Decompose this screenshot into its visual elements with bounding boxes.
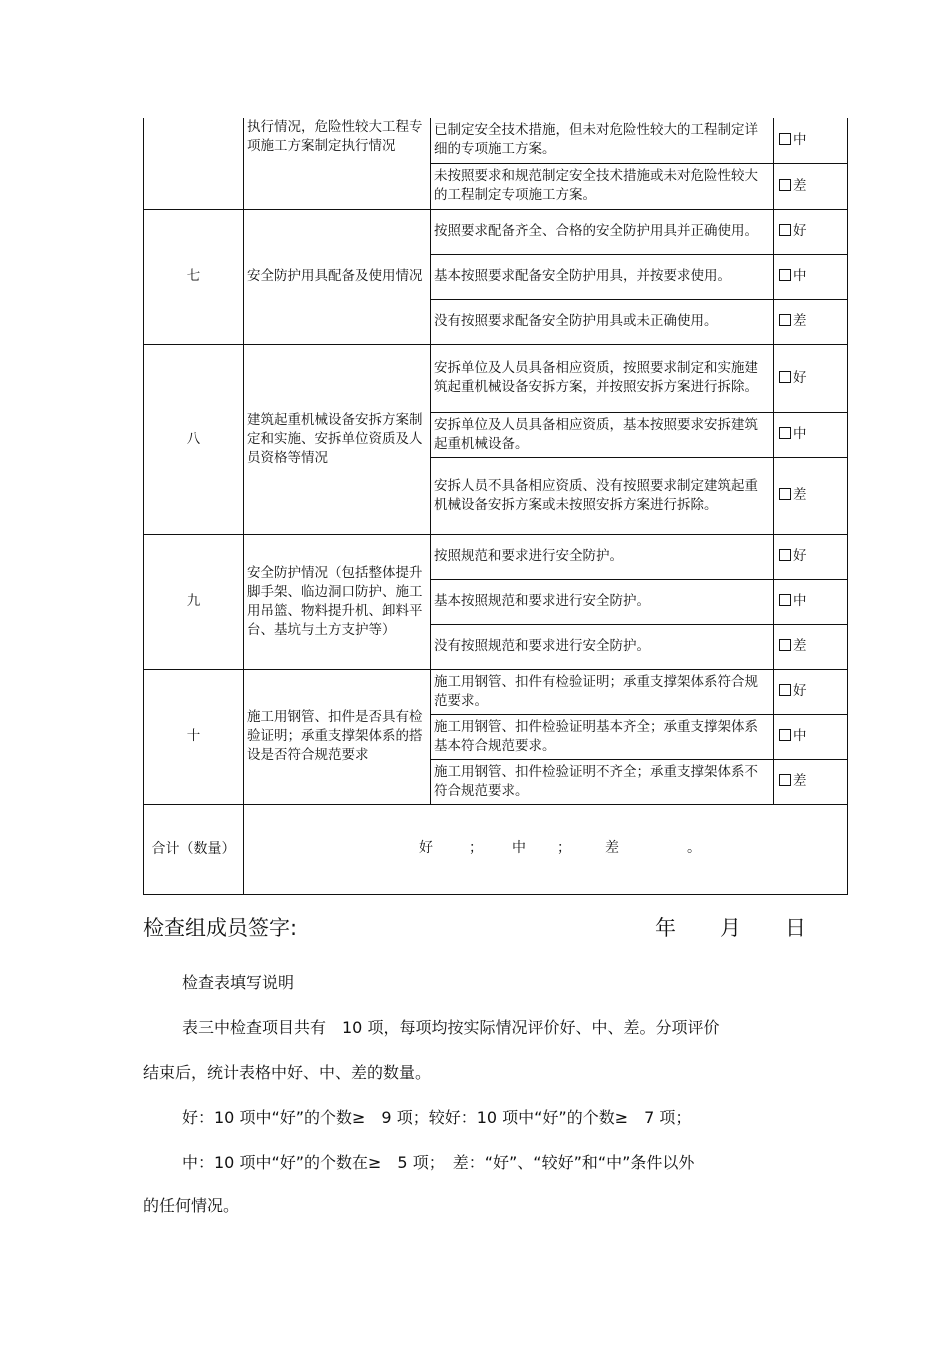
total-label: 合计（数量） <box>144 804 244 894</box>
checkbox-icon[interactable] <box>779 639 791 651</box>
notes-title: 检查表填写说明 <box>182 973 295 992</box>
criteria-text: 基本按照规范和要求进行安全防护。 <box>431 579 774 624</box>
criteria-text: 施工用钢管、扣件有检验证明；承重支撑架体系符合规范要求。 <box>431 669 774 714</box>
checkbox-icon[interactable] <box>779 488 791 500</box>
grade-checkbox[interactable]: 差 <box>774 624 848 669</box>
criteria-text: 安拆人员不具备相应资质、没有按照要求制定建筑起重机械设备安拆方案或未按照安拆方案进行拆除。 <box>431 457 774 534</box>
criteria-text: 按照规范和要求进行安全防护。 <box>431 534 774 579</box>
notes-paragraph: 表三中检查项目共有 10 项，每项均按实际情况评价好、中、差。分项评价 <box>182 1018 720 1037</box>
total-mid-label: 中 <box>512 840 526 856</box>
notes-paragraph: 好：10 项中“好”的个数≥ 9 项；较好：10 项中“好”的个数≥ 7 项； <box>182 1108 692 1127</box>
criteria-text: 未按照要求和规范制定安全技术措施或未对危险性较大的工程制定专项施工方案。 <box>431 163 774 209</box>
item-description: 建筑起重机械设备安拆方案制定和实施、安拆单位资质及人员资格等情况 <box>244 344 431 534</box>
notes-paragraph: 中：10 项中“好”的个数在≥ 5 项； 差：“好”、“较好”和“中”条件以外 <box>182 1153 695 1172</box>
date-day: 日 <box>785 916 806 940</box>
grade-checkbox[interactable]: 中 <box>774 412 848 457</box>
criteria-text: 没有按照要求配备安全防护用具或未正确使用。 <box>431 299 774 344</box>
checkbox-icon[interactable] <box>779 594 791 606</box>
item-number: 十 <box>144 669 244 804</box>
total-separator: ； <box>557 840 571 856</box>
checkbox-icon[interactable] <box>779 774 791 786</box>
criteria-text: 施工用钢管、扣件检验证明基本齐全；承重支撑架体系基本符合规范要求。 <box>431 714 774 759</box>
grade-checkbox[interactable]: 差 <box>774 299 848 344</box>
item-description: 执行情况，危险性较大工程专项施工方案制定执行情况 <box>244 118 431 209</box>
criteria-text: 安拆单位及人员具备相应资质，按照要求制定和实施建筑起重机械设备安拆方案，并按照安拆方案进行拆除。 <box>431 344 774 412</box>
criteria-text: 施工用钢管、扣件检验证明不齐全；承重支撑架体系不符合规范要求。 <box>431 759 774 804</box>
total-separator: ； <box>469 840 483 856</box>
checkbox-icon[interactable] <box>779 224 791 236</box>
total-end: 。 <box>687 840 701 856</box>
checkbox-icon[interactable] <box>779 427 791 439</box>
grade-checkbox[interactable]: 好 <box>774 534 848 579</box>
grade-checkbox[interactable]: 差 <box>774 457 848 534</box>
grade-checkbox[interactable]: 好 <box>774 209 848 254</box>
item-description: 施工用钢管、扣件是否具有检验证明；承重支撑架体系的搭设是否符合规范要求 <box>244 669 431 804</box>
item-number <box>144 118 244 209</box>
checkbox-icon[interactable] <box>779 684 791 696</box>
grade-checkbox[interactable]: 中 <box>774 254 848 299</box>
item-description: 安全防护用具配备及使用情况 <box>244 209 431 344</box>
criteria-text: 按照要求配备齐全、合格的安全防护用具并正确使用。 <box>431 209 774 254</box>
item-number: 七 <box>144 209 244 344</box>
item-description: 安全防护情况（包括整体提升脚手架、临边洞口防护、施工用吊篮、物料提升机、卸料平台、基坑与土方支护等） <box>244 534 431 669</box>
grade-checkbox[interactable]: 中 <box>774 579 848 624</box>
grade-checkbox[interactable]: 中 <box>774 118 848 163</box>
checkbox-icon[interactable] <box>779 729 791 741</box>
inspection-table <box>143 118 848 895</box>
checkbox-icon[interactable] <box>779 549 791 561</box>
item-number: 九 <box>144 534 244 669</box>
total-good-label: 好 <box>419 840 433 856</box>
grade-checkbox[interactable]: 中 <box>774 714 848 759</box>
item-number: 八 <box>144 344 244 534</box>
criteria-text: 没有按照规范和要求进行安全防护。 <box>431 624 774 669</box>
grade-checkbox[interactable]: 好 <box>774 344 848 412</box>
checkbox-icon[interactable] <box>779 133 791 145</box>
checkbox-icon[interactable] <box>779 269 791 281</box>
checkbox-icon[interactable] <box>779 314 791 326</box>
checkbox-icon[interactable] <box>779 179 791 191</box>
criteria-text: 已制定安全技术措施，但未对危险性较大的工程制定详细的专项施工方案。 <box>431 118 774 163</box>
checkbox-icon[interactable] <box>779 371 791 383</box>
date-month: 月 <box>720 916 741 940</box>
criteria-text: 安拆单位及人员具备相应资质，基本按照要求安拆建筑起重机械设备。 <box>431 412 774 457</box>
total-bad-label: 差 <box>605 840 619 856</box>
criteria-text: 基本按照要求配备安全防护用具，并按要求使用。 <box>431 254 774 299</box>
grade-checkbox[interactable]: 差 <box>774 759 848 804</box>
total-values <box>244 804 848 894</box>
notes-paragraph: 结束后，统计表格中好、中、差的数量。 <box>143 1063 432 1082</box>
grade-checkbox[interactable]: 好 <box>774 669 848 714</box>
grade-checkbox[interactable]: 差 <box>774 163 848 209</box>
signature-label: 检查组成员签字: <box>143 916 298 940</box>
notes-paragraph: 的任何情况。 <box>143 1196 240 1215</box>
date-year: 年 <box>655 916 676 940</box>
